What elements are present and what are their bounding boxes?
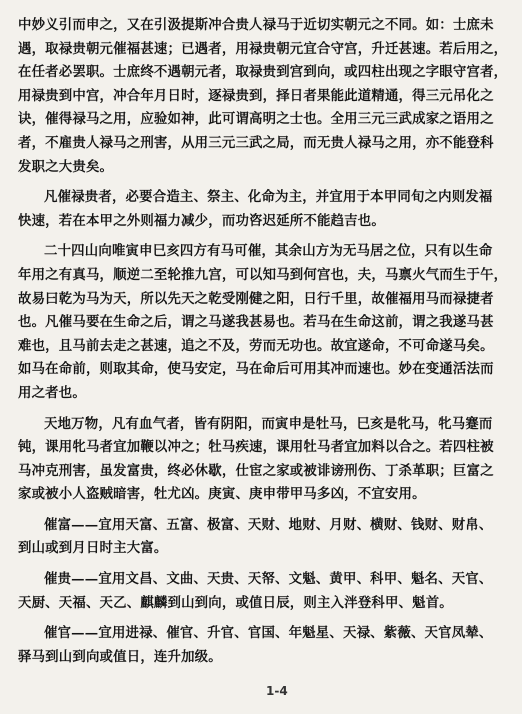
text-line: 马冲克刑害，虽发富贵，终必休歇，仕宦之家或被诽谤刑伤、丁杀革职；巨富之: [18, 462, 494, 479]
paragraph-4: [18, 413, 508, 507]
text-line: 难也，且马前去走之甚速，追之不及，劳而无功也。故宜遂命，不可命遂马矣。: [18, 337, 494, 354]
text-line: 发职之大贵矣。: [18, 158, 114, 175]
page-number: 1-4: [266, 684, 288, 698]
text-line: 也。凡催马要在生命之后，谓之马遂我甚易也。若马在生命这前，谓之我遂马甚: [18, 314, 494, 331]
text-line: 故易曰乾为马为天，所以先天之乾受刚健之阳，日行千里，故催福用马而禄捷者: [18, 290, 494, 307]
text-line: 催贵——宜用文昌、文曲、天贵、天帑、文魁、黄甲、科甲、魁名、天官、: [44, 571, 493, 588]
text-line: 天厨、天福、天乙、麒麟到山到向，或值日辰，则主入泮登科甲、魁首。: [18, 594, 453, 611]
text-line: 驿马到山到向或值日，连升加级。: [18, 648, 222, 665]
text-line: 催富——宜用天富、五富、极富、天财、地财、月财、横财、钱财、财帛、: [44, 516, 493, 533]
text-line: 用之者也。: [18, 384, 86, 401]
text-line: 二十四山向唯寅申巳亥四方有马可催，其余山方为无马居之位，只有以生命: [44, 243, 493, 260]
text-line: 家或被小人盗贼暗害，牡尤凶。庚寅、庚申带甲马多凶，不宜安用。: [18, 486, 426, 503]
text-line: 如马在命前，则取其命，使马安定，马在命后可用其冲而速也。妙在变通活法而: [18, 361, 494, 378]
paragraph-1: [18, 14, 508, 179]
text-line: 快速，若在本甲之外则福力减少，而功咨迟延所不能趋吉也。: [18, 212, 385, 229]
paragraph-5: [18, 514, 508, 561]
text-line: 天地万物，凡有血气者，皆有阴阳，而寅申是牡马，巳亥是牝马，牝马蹇而: [44, 415, 493, 432]
text-line: 在任者必罢职。士庶终不遇朝元者，取禄贵到宫到向，或四柱出现之字眼守宫者，: [18, 64, 508, 81]
text-line: 中妙义引而申之，又在引汲提斯冲合贵人禄马于近切实朝元之不同。如：士庶未: [18, 17, 494, 33]
text-line: 诀，催得禄马之用，应验如神，此可谓高明之士也。全用三元三武成家之语用之: [18, 111, 494, 128]
text-line: 者，不雇贵人禄马之刑害，从用三元三武之局，而无贵人禄马之用，亦不能登科: [18, 134, 494, 151]
paragraph-6: [18, 568, 508, 615]
paragraph-2: [18, 186, 508, 233]
paragraph-3: [18, 240, 508, 405]
paragraph-7: [18, 622, 508, 669]
text-line: 钝，课用牝马者宜加鞭以冲之；牡马疾速，课用牡马者宜加料以合之。若四柱被: [18, 439, 494, 456]
text-line: 遇，取禄贵朝元催福甚速；已遇者，用禄贵朝元宜合守宫，升迁甚速。若后用之，: [18, 40, 508, 57]
text-line: 到山或到月日时主大富。: [18, 540, 168, 557]
text-line: 用禄贵到中宫，冲合年月日时，逐禄贵到，择日者果能此道精通，得三元吊化之: [18, 87, 494, 104]
text-line: 年用之有真马，顺逆二至轮推九宫，可以知马到何宫也，夫，马禀火气而生于午，: [18, 266, 508, 283]
text-line: 凡催禄贵者，必要合造主、祭主、化命为主，并宜用于本甲同旬之内则发福: [44, 189, 493, 206]
text-line: 催官——宜用进禄、催官、升官、官国、年魁星、天禄、紫薇、天官凤辇、: [44, 625, 493, 642]
